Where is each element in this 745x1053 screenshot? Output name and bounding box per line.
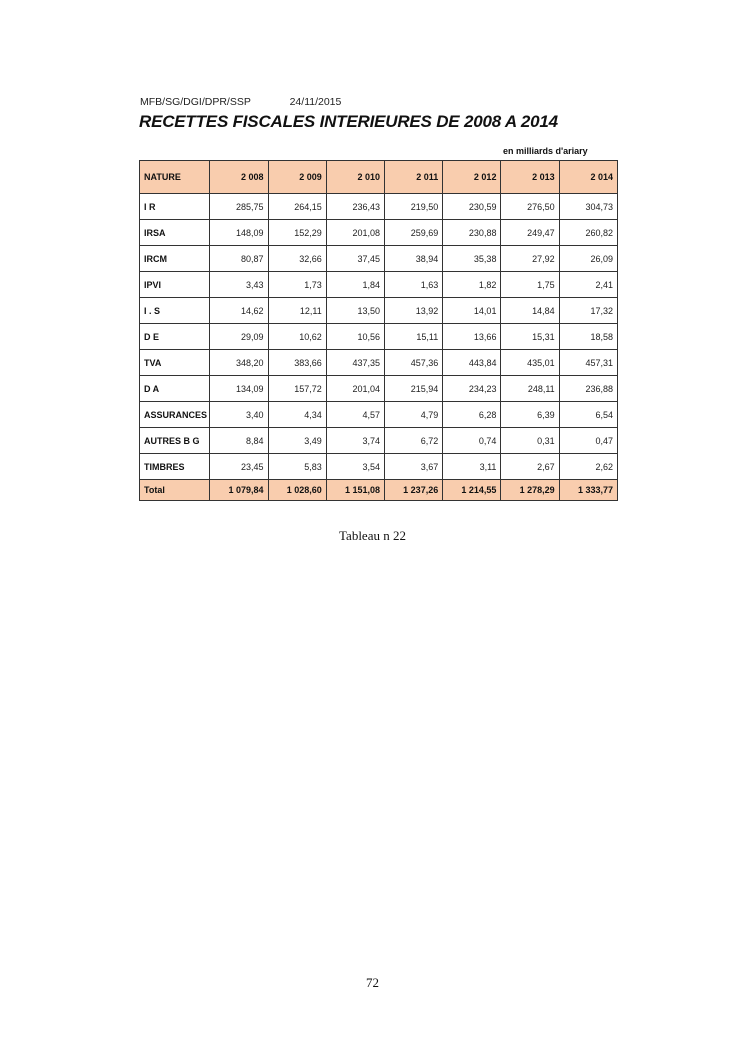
table-cell: 249,47 (501, 220, 559, 246)
table-cell: 6,72 (384, 428, 442, 454)
row-label: TIMBRES (140, 454, 210, 480)
table-cell: 2,41 (559, 272, 617, 298)
table-cell: 285,75 (210, 194, 268, 220)
page-number: 72 (366, 975, 379, 990)
table-cell: 14,62 (210, 298, 268, 324)
table-title: RECETTES FISCALES INTERIEURES DE 2008 A 2014 (139, 112, 558, 131)
header-date: 24/11/2015 (289, 96, 342, 108)
table-cell: 17,32 (559, 298, 617, 324)
row-label: IRCM (140, 246, 210, 272)
table-cell: 26,09 (559, 246, 617, 272)
table-cell: 260,82 (559, 220, 617, 246)
table-cell: 230,59 (443, 194, 501, 220)
table-cell: 15,11 (384, 324, 442, 350)
table-cell: 23,45 (210, 454, 268, 480)
table-cell: 234,23 (443, 376, 501, 402)
total-cell: 1 079,84 (210, 480, 268, 501)
table-cell: 264,15 (268, 194, 326, 220)
table-cell: 248,11 (501, 376, 559, 402)
table-cell: 236,43 (326, 194, 384, 220)
table-cell: 304,73 (559, 194, 617, 220)
table-cell: 435,01 (501, 350, 559, 376)
table-cell: 3,11 (443, 454, 501, 480)
row-label: I R (140, 194, 210, 220)
table-cell: 148,09 (210, 220, 268, 246)
table-cell: 230,88 (443, 220, 501, 246)
row-label: D A (140, 376, 210, 402)
table-cell: 383,66 (268, 350, 326, 376)
table-cell: 4,34 (268, 402, 326, 428)
table-cell: 1,73 (268, 272, 326, 298)
table-cell: 6,28 (443, 402, 501, 428)
table-cell: 4,79 (384, 402, 442, 428)
document-header (140, 96, 341, 108)
table-cell: 5,83 (268, 454, 326, 480)
table-caption: Tableau n 22 (339, 528, 406, 543)
table-row (140, 246, 618, 272)
row-label: IPVI (140, 272, 210, 298)
table-cell: 27,92 (501, 246, 559, 272)
table-cell: 3,74 (326, 428, 384, 454)
table-cell: 134,09 (210, 376, 268, 402)
table-row (140, 454, 618, 480)
table-cell: 12,11 (268, 298, 326, 324)
column-header: 2 010 (326, 161, 384, 194)
row-label: TVA (140, 350, 210, 376)
column-header: 2 008 (210, 161, 268, 194)
total-row (140, 480, 618, 501)
table-cell: 1,82 (443, 272, 501, 298)
table-cell: 3,43 (210, 272, 268, 298)
table-cell: 14,01 (443, 298, 501, 324)
unit-note: en milliards d'ariary (503, 146, 588, 156)
table-cell: 0,47 (559, 428, 617, 454)
table-row (140, 272, 618, 298)
column-header: 2 009 (268, 161, 326, 194)
table-cell: 15,31 (501, 324, 559, 350)
table-cell: 13,50 (326, 298, 384, 324)
table-cell: 437,35 (326, 350, 384, 376)
table-cell: 2,67 (501, 454, 559, 480)
source-reference: MFB/SG/DGI/DPR/SSP (140, 96, 251, 108)
table-header-row (140, 161, 618, 194)
table-row (140, 324, 618, 350)
table-cell: 2,62 (559, 454, 617, 480)
table-cell: 457,36 (384, 350, 442, 376)
row-label: D E (140, 324, 210, 350)
table-cell: 32,66 (268, 246, 326, 272)
table-cell: 6,39 (501, 402, 559, 428)
table-cell: 3,54 (326, 454, 384, 480)
row-label: IRSA (140, 220, 210, 246)
table-row (140, 298, 618, 324)
table-cell: 157,72 (268, 376, 326, 402)
table-cell: 3,49 (268, 428, 326, 454)
table-row (140, 194, 618, 220)
table-cell: 10,62 (268, 324, 326, 350)
table-cell: 3,40 (210, 402, 268, 428)
table-cell: 259,69 (384, 220, 442, 246)
total-cell: 1 278,29 (501, 480, 559, 501)
total-cell: 1 028,60 (268, 480, 326, 501)
table-body (140, 194, 618, 501)
table-cell: 152,29 (268, 220, 326, 246)
table-cell: 201,08 (326, 220, 384, 246)
row-label: AUTRES B G (140, 428, 210, 454)
table-cell: 4,57 (326, 402, 384, 428)
table-cell: 14,84 (501, 298, 559, 324)
total-cell: 1 151,08 (326, 480, 384, 501)
column-header: 2 013 (501, 161, 559, 194)
table-cell: 1,84 (326, 272, 384, 298)
total-cell: 1 333,77 (559, 480, 617, 501)
table-cell: 37,45 (326, 246, 384, 272)
row-label: I . S (140, 298, 210, 324)
column-header: 2 014 (559, 161, 617, 194)
total-cell: 1 214,55 (443, 480, 501, 501)
column-header: NATURE (140, 161, 210, 194)
revenue-table (139, 160, 618, 501)
table-row (140, 428, 618, 454)
table-cell: 3,67 (384, 454, 442, 480)
table-cell: 457,31 (559, 350, 617, 376)
table-cell: 348,20 (210, 350, 268, 376)
table-cell: 29,09 (210, 324, 268, 350)
total-cell: 1 237,26 (384, 480, 442, 501)
table-cell: 0,74 (443, 428, 501, 454)
table-row (140, 376, 618, 402)
table-cell: 80,87 (210, 246, 268, 272)
total-label: Total (140, 480, 210, 501)
table-cell: 0,31 (501, 428, 559, 454)
row-label: ASSURANCES (140, 402, 210, 428)
table-cell: 8,84 (210, 428, 268, 454)
column-header: 2 011 (384, 161, 442, 194)
column-header: 2 012 (443, 161, 501, 194)
table-cell: 18,58 (559, 324, 617, 350)
table-cell: 236,88 (559, 376, 617, 402)
table-cell: 215,94 (384, 376, 442, 402)
table-cell: 276,50 (501, 194, 559, 220)
table-cell: 1,75 (501, 272, 559, 298)
table-cell: 1,63 (384, 272, 442, 298)
table-cell: 35,38 (443, 246, 501, 272)
table-row (140, 402, 618, 428)
table-cell: 6,54 (559, 402, 617, 428)
table-cell: 10,56 (326, 324, 384, 350)
table-row (140, 220, 618, 246)
table-cell: 201,04 (326, 376, 384, 402)
table-cell: 13,92 (384, 298, 442, 324)
table-row (140, 350, 618, 376)
table-cell: 13,66 (443, 324, 501, 350)
table-cell: 443,84 (443, 350, 501, 376)
table-cell: 38,94 (384, 246, 442, 272)
table-cell: 219,50 (384, 194, 442, 220)
